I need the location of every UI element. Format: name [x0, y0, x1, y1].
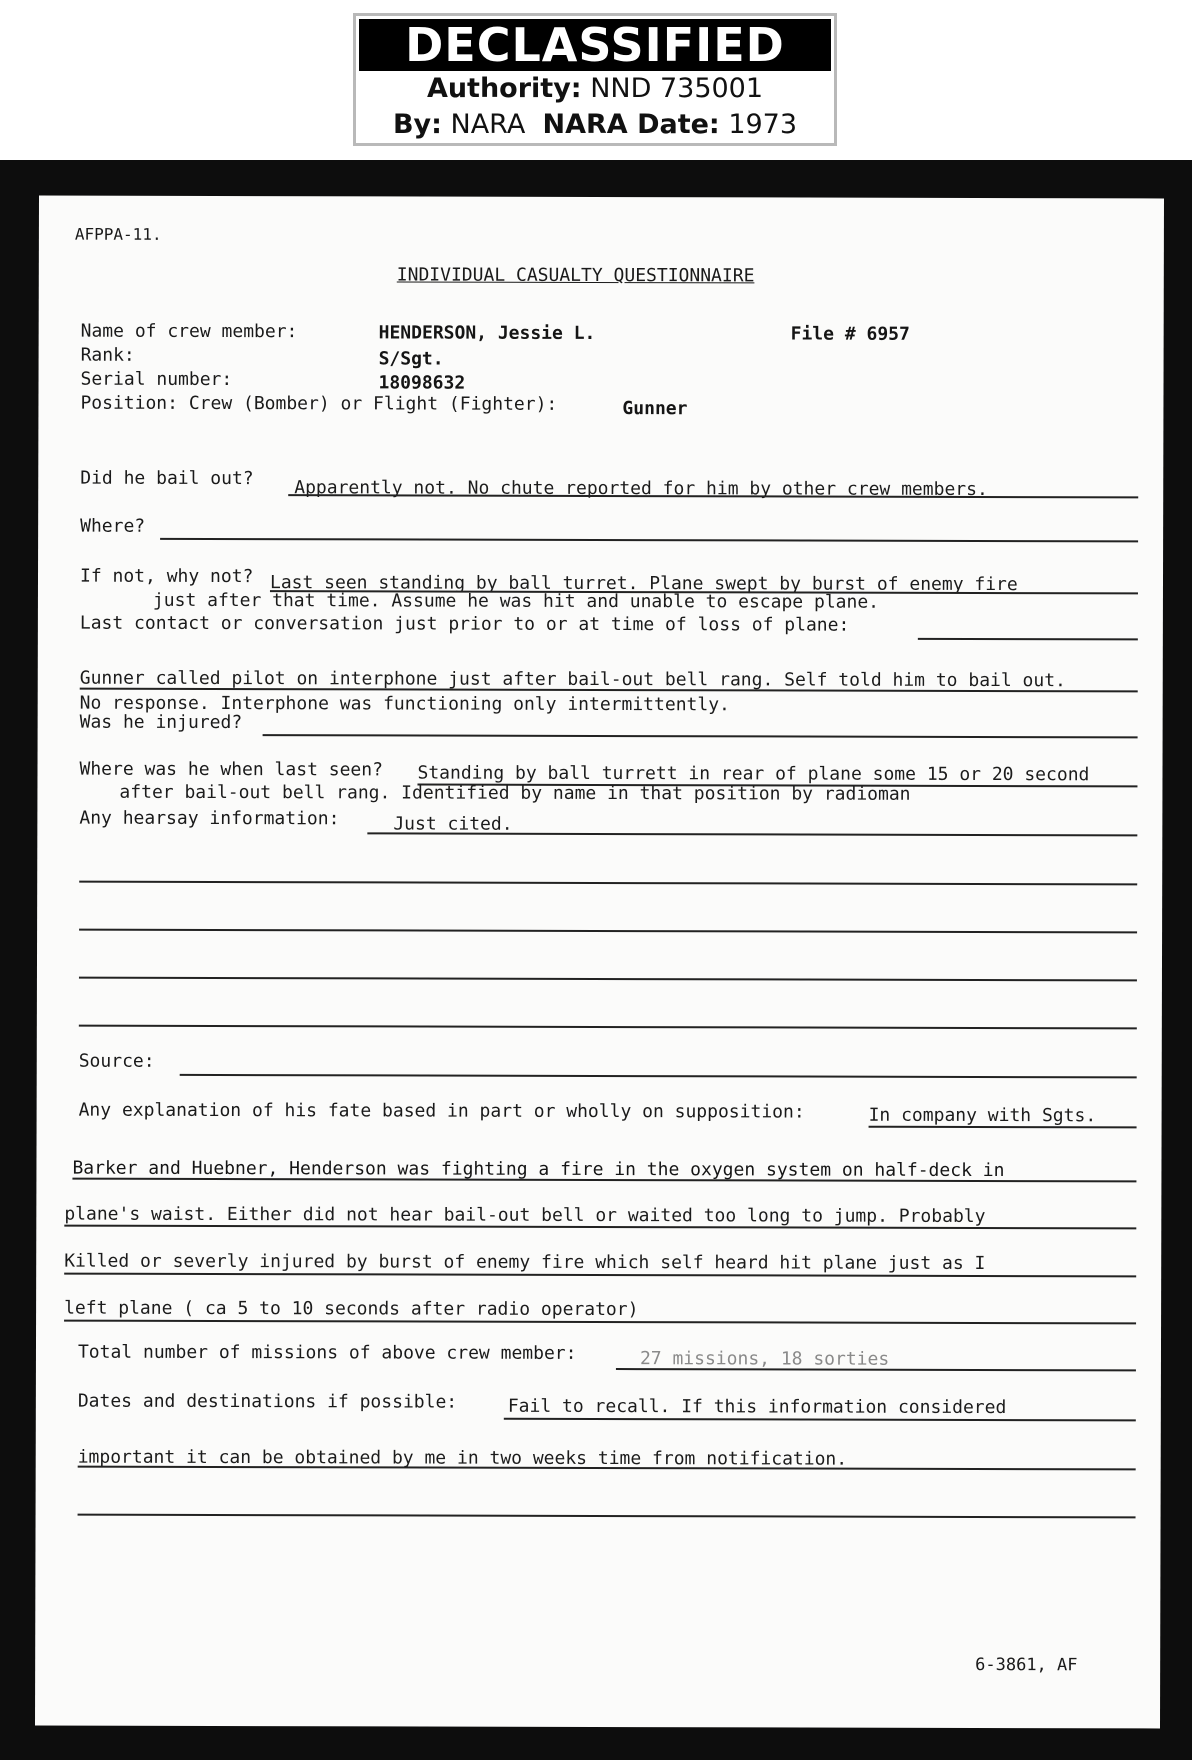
form-id: AFPPA-11. — [74, 224, 162, 244]
position-value: Gunner — [622, 398, 688, 420]
stamp-by-date — [356, 107, 834, 143]
footer-code: 6-3861, AF — [975, 1654, 1078, 1676]
stamp-authority-label: Authority: — [426, 73, 582, 104]
stamp-authority-value: NND 735001 — [590, 73, 764, 104]
blank-line-3 — [79, 977, 1137, 982]
explanation-value-3: plane's waist. Either did not hear bail-out bell or waited too long to jump. Probably — [64, 1203, 986, 1228]
declassified-stamp — [353, 13, 837, 146]
source-line — [180, 1074, 1137, 1079]
bail-label: Did he bail out? — [80, 467, 254, 490]
where-label: Where? — [80, 515, 146, 537]
explanation-line-1 — [869, 1126, 1137, 1129]
file-number: File # 6957 — [790, 323, 910, 345]
injured-line — [263, 734, 1138, 738]
lastseen-label: Where was he when last seen? — [79, 758, 383, 781]
contact-value-2: No response. Interphone was functioning only intermittently. — [79, 692, 730, 716]
contact-label: Last contact or conversation just prior to or at time of loss of plane: — [79, 612, 850, 636]
rank-value: S/Sgt. — [378, 348, 444, 370]
hearsay-line — [367, 832, 1137, 836]
bail-value: Apparently not. No chute reported for him by other crew members. — [294, 477, 988, 501]
explanation-value-2: Barker and Huebner, Henderson was fighting a fire in the oxygen system on half-deck in — [72, 1157, 1005, 1182]
name-value: HENDERSON, Jessie L. — [378, 322, 596, 344]
contact-value-1: Gunner called pilot on interphone just after bail-out bell rang. Self told him to bail out. — [79, 667, 1066, 692]
blank-line-2 — [79, 929, 1137, 934]
contact-line — [918, 638, 1138, 641]
rank-label: Rank: — [80, 344, 135, 366]
dates-line-3 — [78, 1514, 1136, 1519]
hearsay-label: Any hearsay information: — [79, 807, 340, 830]
injured-label: Was he injured? — [79, 711, 243, 734]
serial-value: 18098632 — [378, 372, 466, 394]
form-title: INDIVIDUAL CASUALTY QUESTIONNAIRE — [396, 264, 755, 287]
questionnaire-page — [35, 196, 1164, 1729]
stamp-date-label: NARA Date: — [542, 109, 720, 140]
missions-label: Total number of missions of above crew member: — [77, 1341, 577, 1364]
dates-value-1: Fail to recall. If this information considered — [507, 1395, 1007, 1419]
dates-value-2: important it can be obtained by me in two weeks time from notification. — [77, 1446, 848, 1470]
whynot-label: If not, why not? — [79, 565, 254, 588]
source-label: Source: — [78, 1050, 155, 1072]
where-line — [160, 538, 1138, 543]
missions-value: 27 missions, 18 sorties — [639, 1348, 890, 1370]
stamp-authority — [356, 71, 834, 107]
lastseen-value-2: after bail-out bell rang. Identified by name in that position by radioman — [119, 781, 911, 805]
dates-line-1 — [504, 1418, 1136, 1422]
missions-line — [616, 1368, 1136, 1371]
explanation-value-1: In company with Sgts. — [868, 1104, 1097, 1127]
explanation-value-5: left plane ( ca 5 to 10 seconds after radio operator) — [64, 1297, 639, 1321]
stamp-heading: DECLASSIFIED — [359, 19, 831, 71]
whynot-value-1: Last seen standing by ball turret. Plane swept by burst of enemy fire — [269, 572, 1018, 596]
stamp-date-value: 1973 — [728, 109, 798, 140]
position-label: Position: Crew (Bomber) or Flight (Fighter): — [80, 392, 558, 415]
lastseen-value-1: Standing by ball turrett in rear of plane some 15 or 20 second — [417, 762, 1090, 786]
name-label: Name of crew member: — [80, 320, 298, 343]
explanation-label: Any explanation of his fate based in part or wholly on supposition: — [78, 1099, 805, 1123]
blank-line-1 — [79, 881, 1137, 886]
blank-line-4 — [79, 1025, 1137, 1030]
whynot-value-2: just after that time. Assume he was hit and unable to escape plane. — [152, 589, 880, 613]
dates-label: Dates and destinations if possible: — [77, 1390, 458, 1413]
stamp-by-value: NARA — [450, 109, 526, 140]
explanation-line-5 — [64, 1320, 1136, 1325]
explanation-value-4: Killed or severly injured by burst of enemy fire which self heard hit plane just as I — [64, 1250, 986, 1275]
stamp-by-label: By: — [392, 109, 442, 140]
hearsay-value: Just cited. — [393, 813, 513, 835]
serial-label: Serial number: — [80, 368, 233, 391]
